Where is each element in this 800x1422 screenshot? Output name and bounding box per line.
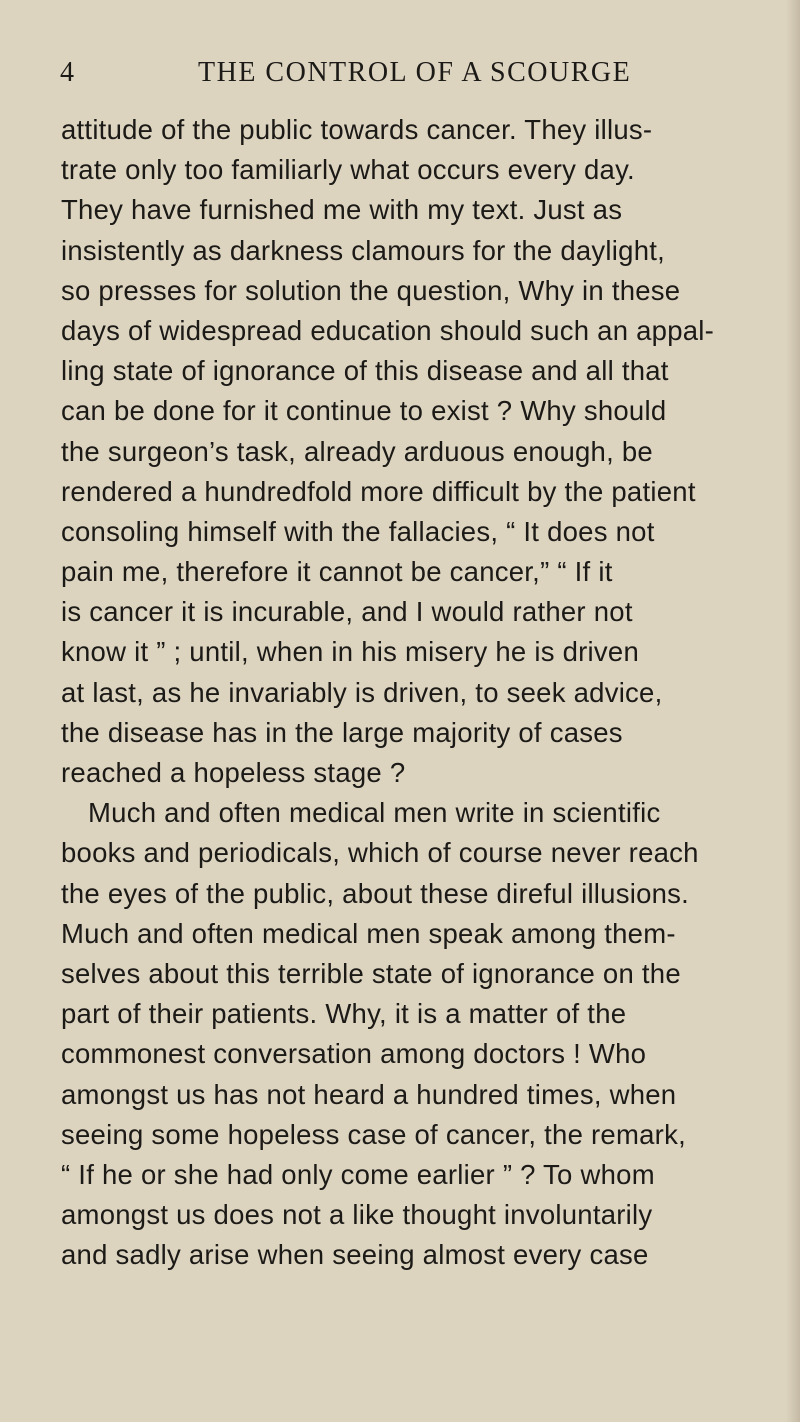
text-line: know it ” ; until, when in his misery he is driven — [61, 636, 639, 668]
page-number: 4 — [60, 57, 76, 88]
text-line: trate only too familiarly what occurs every day. — [61, 154, 635, 186]
page-edge-shadow — [786, 0, 800, 1422]
text-line: insistently as darkness clamours for the daylight, — [61, 234, 666, 266]
text-line: is cancer it is incurable, and I would rather not — [61, 596, 633, 628]
text-line: selves about this terrible state of ignorance on the — [61, 957, 681, 989]
text-line: ling state of ignorance of this disease and all that — [61, 355, 669, 387]
text-line: reached a hopeless stage ? — [61, 757, 406, 788]
body-text — [61, 110, 751, 1275]
text-line: consoling himself with the fallacies, “ It does not — [61, 515, 655, 547]
text-line: can be done for it continue to exist ? Why should — [61, 395, 667, 427]
text-line: They have furnished me with my text. Just as — [61, 194, 623, 226]
text-line: the surgeon’s task, already arduous enough, be — [61, 435, 653, 467]
text-line: so presses for solution the question, Why in these — [61, 274, 681, 306]
text-line: Much and often medical men speak among them- — [61, 917, 676, 949]
running-head: THE CONTROL OF A SCOURGE — [198, 57, 632, 88]
text-line: amongst us has not heard a hundred times, when — [61, 1078, 677, 1110]
text-line: attitude of the public towards cancer. They illus- — [61, 114, 653, 145]
text-line: amongst us does not a like thought involuntarily — [61, 1199, 653, 1231]
page-header — [60, 57, 750, 97]
text-line: rendered a hundredfold more difficult by the patient — [61, 475, 696, 507]
text-line: at last, as he invariably is driven, to seek advice, — [61, 676, 663, 708]
text-line: books and periodicals, which of course never reach — [61, 837, 699, 869]
paragraph-first-line: Much and often medical men write in scientific — [88, 797, 661, 829]
text-line: pain me, therefore it cannot be cancer,” “ If it — [61, 556, 613, 588]
text-line: days of widespread education should such an appal- — [61, 314, 715, 346]
text-line: “ If he or she had only come earlier ” ? To whom — [61, 1158, 655, 1190]
text-line: commonest conversation among doctors ! Who — [61, 1038, 647, 1070]
text-line: the disease has in the large majority of cases — [61, 716, 623, 748]
text-line: part of their patients. Why, it is a matter of the — [61, 998, 627, 1030]
text-line: and sadly arise when seeing almost every case — [61, 1239, 649, 1271]
text-line: the eyes of the public, about these direful illusions. — [61, 877, 690, 909]
text-line: seeing some hopeless case of cancer, the remark, — [61, 1118, 686, 1150]
